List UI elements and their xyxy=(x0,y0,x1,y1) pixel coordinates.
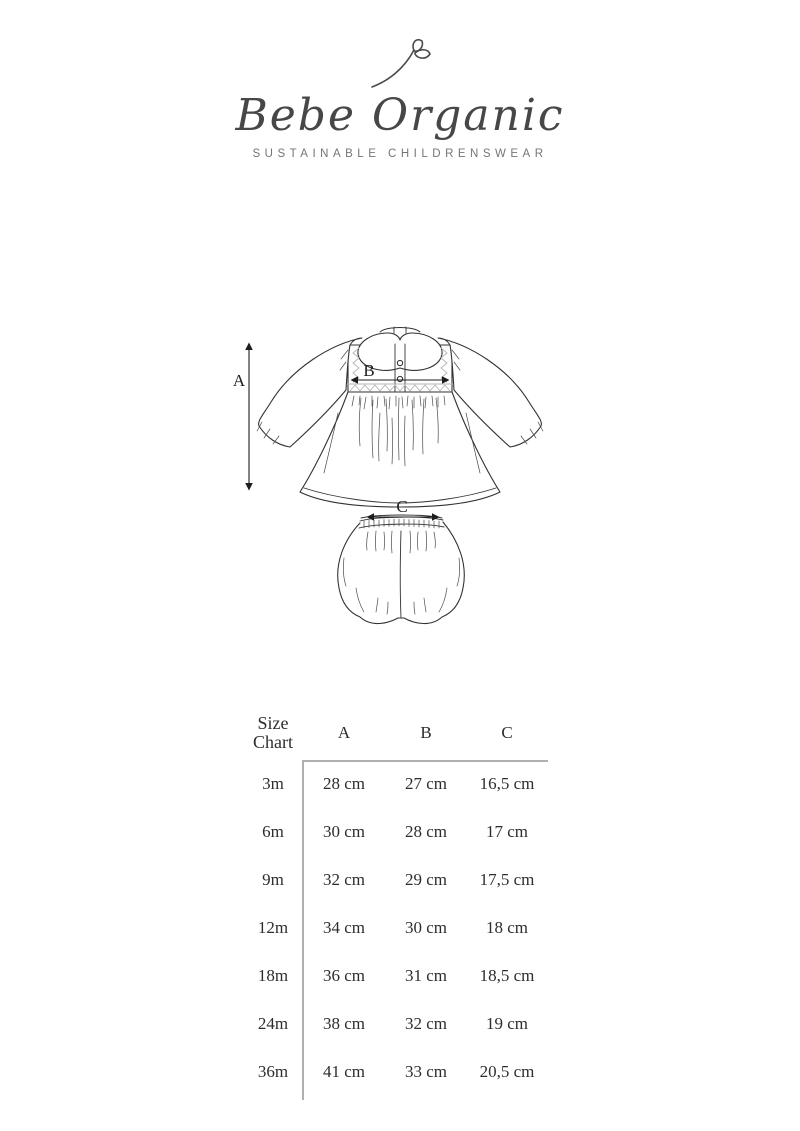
size-label: 3m xyxy=(262,774,284,793)
column-header-b: B xyxy=(420,723,432,742)
value-c: 19 cm xyxy=(485,1014,529,1033)
table-row xyxy=(244,952,548,1000)
value-a: 28 cm xyxy=(322,774,366,793)
value-a: 32 cm xyxy=(322,870,366,889)
blouse-button-top xyxy=(397,360,402,365)
table-title-line2: Chart xyxy=(253,732,293,752)
measure-label-a: A xyxy=(232,371,246,390)
table-row xyxy=(244,856,548,904)
table-left-border xyxy=(302,760,304,1100)
table-row xyxy=(244,1048,548,1096)
value-c: 18 cm xyxy=(485,918,529,937)
table-row xyxy=(244,760,548,808)
table-header-row xyxy=(244,706,548,760)
leaf-sprig-icon xyxy=(368,36,432,90)
brand-name: Bebe Organic xyxy=(235,90,565,141)
value-a: 34 cm xyxy=(322,918,366,937)
size-label: 24m xyxy=(257,1014,289,1033)
value-b: 32 cm xyxy=(404,1014,448,1033)
size-label: 36m xyxy=(257,1062,289,1081)
table-row xyxy=(244,1000,548,1048)
table-row xyxy=(244,904,548,952)
size-label: 18m xyxy=(257,966,289,985)
value-c: 16,5 cm xyxy=(479,774,535,793)
value-c: 20,5 cm xyxy=(479,1062,535,1081)
value-c: 17,5 cm xyxy=(479,870,535,889)
table-row xyxy=(244,808,548,856)
brand-tagline: SUSTAINABLE CHILDRENSWEAR xyxy=(252,148,548,160)
blouse-neckline xyxy=(380,327,420,333)
value-b: 28 cm xyxy=(404,822,448,841)
size-label: 9m xyxy=(262,870,284,889)
size-label: 6m xyxy=(262,822,284,841)
size-label: 12m xyxy=(257,918,289,937)
blouse-sketch xyxy=(257,327,543,507)
value-c: 18,5 cm xyxy=(479,966,535,985)
column-header-a: A xyxy=(337,723,351,742)
table-top-border xyxy=(302,760,548,762)
measure-label-b: B xyxy=(363,361,375,380)
value-a: 38 cm xyxy=(322,1014,366,1033)
size-chart-table xyxy=(244,706,548,1096)
value-a: 41 cm xyxy=(322,1062,366,1081)
value-b: 33 cm xyxy=(404,1062,448,1081)
measure-label-c: C xyxy=(396,497,408,516)
value-b: 31 cm xyxy=(404,966,448,985)
table-title-line1: Size xyxy=(257,713,289,733)
garment-technical-sketch xyxy=(228,318,576,636)
leaf-right xyxy=(415,50,430,58)
table-title xyxy=(244,714,302,752)
value-a: 36 cm xyxy=(322,966,366,985)
column-header-c: C xyxy=(501,723,513,742)
bloomers-sketch xyxy=(338,515,465,624)
blouse-button-bottom xyxy=(397,376,402,381)
value-b: 30 cm xyxy=(404,918,448,937)
value-b: 27 cm xyxy=(404,774,448,793)
value-c: 17 cm xyxy=(485,822,529,841)
value-a: 30 cm xyxy=(322,822,366,841)
value-b: 29 cm xyxy=(404,870,448,889)
blouse-skirt xyxy=(300,392,500,507)
leaf-stem xyxy=(372,50,414,87)
